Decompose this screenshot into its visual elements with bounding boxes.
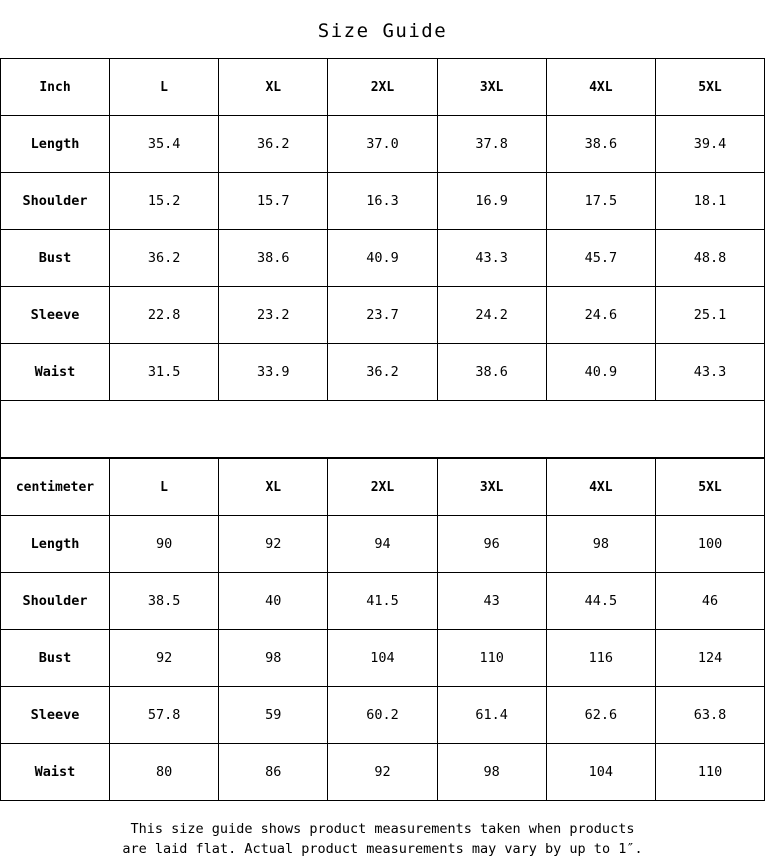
cell-sleeve-5xl: 63.8 <box>655 687 764 744</box>
size-header-3xl: 3XL <box>437 59 546 116</box>
cell-shoulder-l: 15.2 <box>110 173 219 230</box>
unit-label-inch: Inch <box>1 59 110 116</box>
cell-shoulder-4xl: 17.5 <box>546 173 655 230</box>
table-row <box>1 173 765 230</box>
cell-bust-xl: 38.6 <box>219 230 328 287</box>
row-label-length: Length <box>1 116 110 173</box>
cell-length-xl: 92 <box>219 516 328 573</box>
cell-sleeve-3xl: 61.4 <box>437 687 546 744</box>
size-header-4xl: 4XL <box>546 459 655 516</box>
unit-label-centimeter: centimeter <box>1 459 110 516</box>
cell-bust-5xl: 124 <box>655 630 764 687</box>
size-header-5xl: 5XL <box>655 59 764 116</box>
size-header-2xl: 2XL <box>328 459 437 516</box>
table-spacer-row <box>1 401 765 458</box>
cell-bust-l: 92 <box>110 630 219 687</box>
cell-shoulder-xl: 15.7 <box>219 173 328 230</box>
cell-bust-5xl: 48.8 <box>655 230 764 287</box>
page-title: Size Guide <box>317 20 448 42</box>
table-row <box>1 687 765 744</box>
cell-sleeve-3xl: 24.2 <box>437 287 546 344</box>
cell-waist-xl: 86 <box>219 744 328 801</box>
cell-bust-l: 36.2 <box>110 230 219 287</box>
cell-bust-3xl: 43.3 <box>437 230 546 287</box>
table-row <box>1 230 765 287</box>
cell-shoulder-5xl: 18.1 <box>655 173 764 230</box>
cell-sleeve-l: 22.8 <box>110 287 219 344</box>
table-header-row <box>1 59 765 116</box>
size-header-xl: XL <box>219 59 328 116</box>
row-label-waist: Waist <box>1 744 110 801</box>
cell-shoulder-5xl: 46 <box>655 573 764 630</box>
table-row <box>1 573 765 630</box>
cell-bust-2xl: 104 <box>328 630 437 687</box>
cell-sleeve-2xl: 23.7 <box>328 287 437 344</box>
cell-length-2xl: 37.0 <box>328 116 437 173</box>
cell-sleeve-xl: 23.2 <box>219 287 328 344</box>
size-table-inch <box>0 58 765 458</box>
cell-bust-4xl: 45.7 <box>546 230 655 287</box>
cell-shoulder-xl: 40 <box>219 573 328 630</box>
size-header-4xl: 4XL <box>546 59 655 116</box>
cell-shoulder-3xl: 16.9 <box>437 173 546 230</box>
size-header-l: L <box>110 459 219 516</box>
cell-sleeve-4xl: 62.6 <box>546 687 655 744</box>
size-table-centimeter <box>0 458 765 801</box>
cell-length-2xl: 94 <box>328 516 437 573</box>
spacer-cell <box>1 401 765 458</box>
cell-waist-3xl: 98 <box>437 744 546 801</box>
row-label-waist: Waist <box>1 344 110 401</box>
cell-waist-3xl: 38.6 <box>437 344 546 401</box>
cell-waist-4xl: 104 <box>546 744 655 801</box>
cell-bust-xl: 98 <box>219 630 328 687</box>
size-header-3xl: 3XL <box>437 459 546 516</box>
footnote-line-2: are laid flat. Actual product measurements may vary by up to 1″. <box>122 841 643 857</box>
row-label-bust: Bust <box>1 630 110 687</box>
table-row <box>1 287 765 344</box>
cell-shoulder-2xl: 16.3 <box>328 173 437 230</box>
table-row <box>1 344 765 401</box>
cell-bust-4xl: 116 <box>546 630 655 687</box>
table-row <box>1 516 765 573</box>
cell-bust-3xl: 110 <box>437 630 546 687</box>
cell-waist-2xl: 36.2 <box>328 344 437 401</box>
cell-length-4xl: 98 <box>546 516 655 573</box>
cell-length-5xl: 100 <box>655 516 764 573</box>
cell-shoulder-3xl: 43 <box>437 573 546 630</box>
size-header-l: L <box>110 59 219 116</box>
cell-length-l: 90 <box>110 516 219 573</box>
cell-sleeve-4xl: 24.6 <box>546 287 655 344</box>
row-label-shoulder: Shoulder <box>1 173 110 230</box>
cell-waist-2xl: 92 <box>328 744 437 801</box>
cell-waist-l: 80 <box>110 744 219 801</box>
cell-length-4xl: 38.6 <box>546 116 655 173</box>
cell-sleeve-5xl: 25.1 <box>655 287 764 344</box>
cell-shoulder-l: 38.5 <box>110 573 219 630</box>
cell-length-3xl: 96 <box>437 516 546 573</box>
table-row <box>1 116 765 173</box>
cell-length-3xl: 37.8 <box>437 116 546 173</box>
cell-waist-xl: 33.9 <box>219 344 328 401</box>
table-header-row <box>1 459 765 516</box>
size-header-xl: XL <box>219 459 328 516</box>
cell-length-l: 35.4 <box>110 116 219 173</box>
cell-shoulder-2xl: 41.5 <box>328 573 437 630</box>
size-header-5xl: 5XL <box>655 459 764 516</box>
table-row <box>1 744 765 801</box>
cell-sleeve-xl: 59 <box>219 687 328 744</box>
cell-waist-l: 31.5 <box>110 344 219 401</box>
cell-length-5xl: 39.4 <box>655 116 764 173</box>
cell-bust-2xl: 40.9 <box>328 230 437 287</box>
row-label-length: Length <box>1 516 110 573</box>
cell-sleeve-2xl: 60.2 <box>328 687 437 744</box>
size-header-2xl: 2XL <box>328 59 437 116</box>
footnote-line-1: This size guide shows product measurements taken when products <box>130 821 635 837</box>
row-label-bust: Bust <box>1 230 110 287</box>
cell-waist-5xl: 110 <box>655 744 764 801</box>
cell-sleeve-l: 57.8 <box>110 687 219 744</box>
cell-waist-5xl: 43.3 <box>655 344 764 401</box>
row-label-sleeve: Sleeve <box>1 687 110 744</box>
row-label-sleeve: Sleeve <box>1 287 110 344</box>
cell-shoulder-4xl: 44.5 <box>546 573 655 630</box>
row-label-shoulder: Shoulder <box>1 573 110 630</box>
cell-waist-4xl: 40.9 <box>546 344 655 401</box>
table-row <box>1 630 765 687</box>
footnote <box>0 801 765 859</box>
cell-length-xl: 36.2 <box>219 116 328 173</box>
